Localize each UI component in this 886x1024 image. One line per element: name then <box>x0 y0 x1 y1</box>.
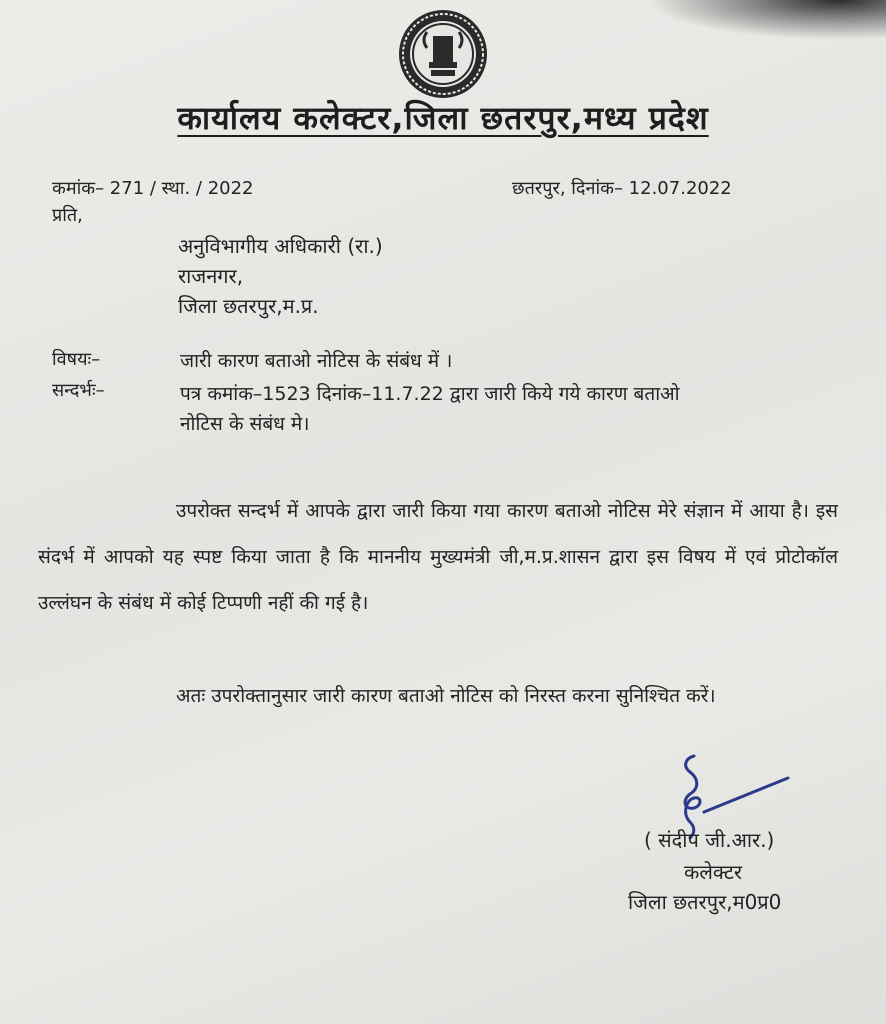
signatory-name: ( संदीप जी.आर.) <box>644 828 775 852</box>
to-label: प्रति, <box>52 205 83 226</box>
state-emblem-seal <box>397 8 489 100</box>
subject-text: जारी कारण बताओ नोटिस के संबंध में । <box>180 350 453 372</box>
letter-number: कमांक– 271 / स्था. / 2022 <box>52 178 254 199</box>
recipient-line-2: राजनगर, <box>178 264 244 288</box>
corner-shadow <box>646 0 886 40</box>
body-paragraph-2: अतः उपरोक्तानुसार जारी कारण बताओ नोटिस को निरस्त करना सुनिश्चित करें। <box>176 685 716 707</box>
letter-date: छतरपुर, दिनांक– 12.07.2022 <box>512 178 732 199</box>
recipient-line-1: अनुविभागीय अधिकारी (रा.) <box>178 234 383 258</box>
context-label: सन्दर्भः– <box>52 380 105 401</box>
office-title: कार्यालय कलेक्टर,जिला छतरपुर,मध्य प्रदेश <box>177 99 709 137</box>
signatory-office: जिला छतरपुर,म0प्र0 <box>628 890 782 914</box>
body-paragraph-1: उपरोक्त सन्दर्भ में आपके द्वारा जारी किया गया कारण बताओ नोटिस मेरे संज्ञान में आया है। इस संदर्भ में आपको यह स्पष्ट किया जाता है कि माननीय मुख्यमंत्री जी,म.प्र.शासन द्वारा इस विषय में एवं प्रोटोकॉल उल्लंघन के संबंध में कोई टिप्पणी नहीं की गई है। <box>38 500 838 614</box>
context-line-2: नोटिस के संबंध मे। <box>180 413 310 435</box>
signatory-designation: कलेक्टर <box>684 860 743 884</box>
subject-label: विषयः– <box>52 349 101 370</box>
recipient-line-3: जिला छतरपुर,म.प्र. <box>178 294 319 318</box>
context-line-1: पत्र कमांक–1523 दिनांक–11.7.22 द्वारा जारी किये गये कारण बताओ <box>180 383 680 405</box>
